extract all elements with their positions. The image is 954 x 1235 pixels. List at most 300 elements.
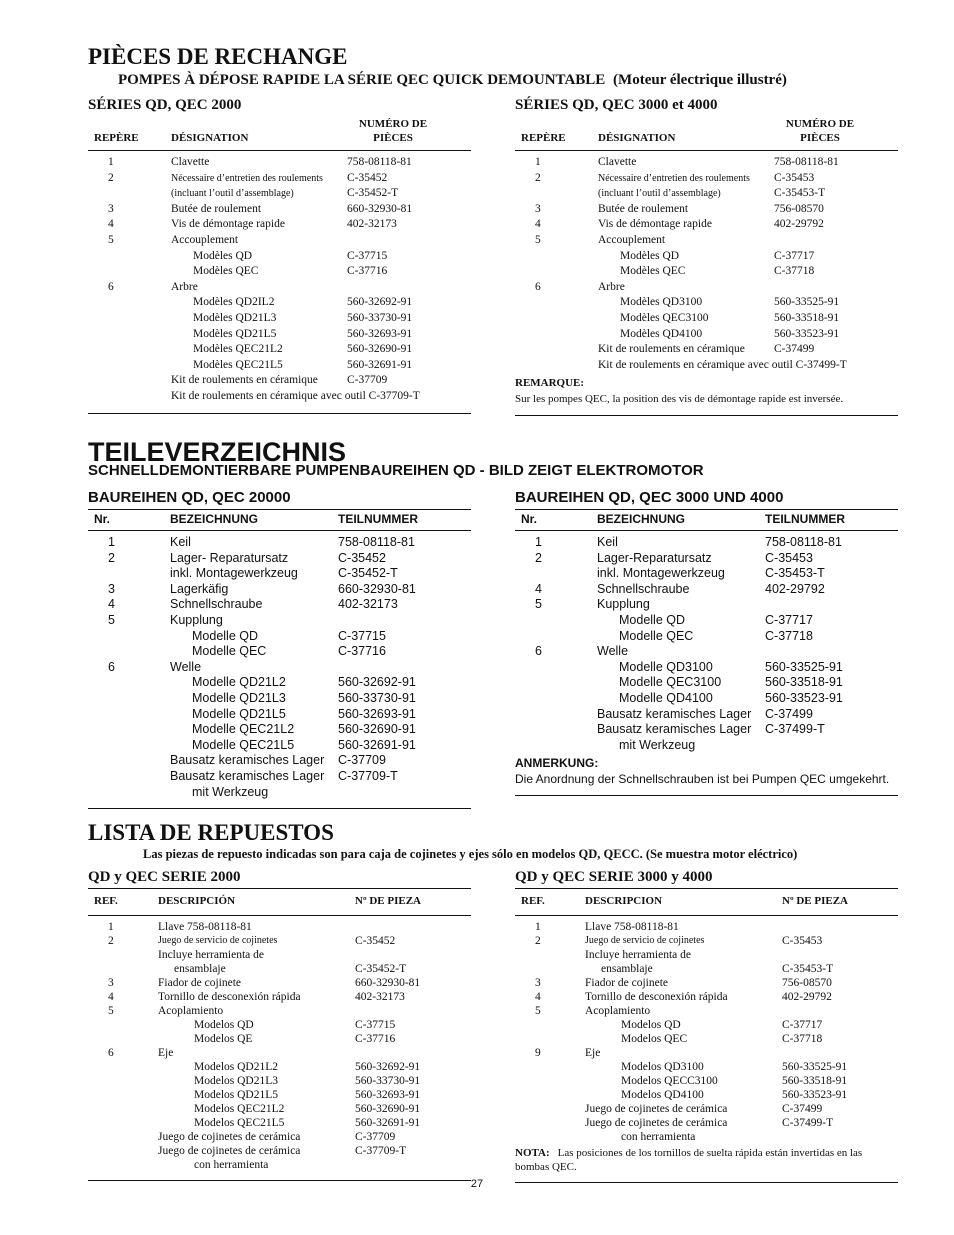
- row-ref: 5: [108, 1005, 114, 1017]
- table-row: [88, 373, 471, 389]
- table-row: [88, 644, 471, 660]
- row-part-number: C-35453: [774, 171, 815, 184]
- table-row: [515, 202, 898, 218]
- table-row: [88, 675, 471, 691]
- row-part-number: 560-32692-91: [355, 1061, 421, 1073]
- table-row: [515, 186, 898, 202]
- row-part-number: 560-33523-91: [765, 690, 843, 705]
- table-row: [515, 948, 898, 962]
- table-row: [88, 597, 471, 613]
- header-desc: DESCRIPCIÓN: [158, 895, 236, 907]
- section-spanish: [88, 820, 900, 1175]
- section-subtitle-de: SCHNELLDEMONTIERBARE PUMPENBAUREIHEN QD - BILD ZEIGT ELEKTROMOTOR: [88, 462, 704, 479]
- row-description: ensamblaje: [601, 963, 653, 975]
- row-description: Keil: [170, 535, 191, 549]
- row-part-number: C-35452-T: [347, 187, 399, 200]
- row-ref: 6: [535, 644, 542, 659]
- table-row: [88, 233, 471, 249]
- row-description: con herramienta: [621, 1131, 696, 1143]
- table-row: [88, 217, 471, 233]
- row-part-number: 402-32173: [355, 991, 405, 1003]
- table-row: [88, 342, 471, 358]
- row-description: Arbre: [171, 280, 198, 293]
- row-part-number: C-35453-T: [774, 187, 826, 200]
- table-row: [88, 920, 471, 934]
- row-description: con herramienta: [194, 1159, 269, 1171]
- row-description: Incluye herramienta de: [158, 949, 264, 961]
- row-description: ensamblaje: [174, 963, 226, 975]
- header-desc: DÉSIGNATION: [598, 132, 676, 144]
- row-part-number: C-35452: [338, 550, 386, 565]
- row-description: Modèles QD: [620, 249, 680, 262]
- row-description: Juego de servicio de cojinetes: [585, 935, 705, 946]
- header-desc: BEZEICHNUNG: [170, 512, 259, 526]
- row-part-number: C-37718: [782, 1033, 823, 1045]
- row-description: (incluant l’outil d’assemblage): [171, 188, 294, 200]
- table-row: [88, 629, 471, 645]
- row-part-number: C-37718: [765, 628, 813, 643]
- row-ref: 6: [535, 280, 541, 293]
- table-title: QD y QEC SERIE 2000: [88, 869, 241, 885]
- table-row: [88, 785, 471, 801]
- table-row: [515, 566, 898, 582]
- row-description: Juego de servicio de cojinetes: [158, 935, 278, 946]
- row-part-number: C-37715: [338, 628, 386, 643]
- table-header: [515, 509, 898, 531]
- row-description: Modèles QD3100: [620, 296, 703, 309]
- table-row: [515, 233, 898, 249]
- header-part-number-2: PIÈCES: [800, 132, 840, 144]
- table-row: [88, 264, 471, 280]
- row-description: Modelos QD21L3: [194, 1075, 279, 1087]
- table-row: [515, 644, 898, 660]
- table-row: [515, 597, 898, 613]
- row-part-number: C-35453-T: [782, 963, 834, 975]
- row-ref: 2: [108, 171, 114, 184]
- row-ref: 5: [535, 1005, 541, 1017]
- row-part-number: C-37499: [765, 706, 813, 721]
- row-part-number: C-35452-T: [355, 963, 407, 975]
- row-ref: 3: [108, 202, 114, 215]
- row-part-number: 660-32930-81: [338, 581, 416, 596]
- row-description: Kupplung: [597, 597, 650, 612]
- table-header: [515, 888, 898, 916]
- note-text: Las posiciones de los tornillos de suelta rápida están invertidas en las bombas QEC.: [515, 1147, 863, 1173]
- subtitle-fr-paren: (Moteur électrique illustré): [613, 72, 787, 88]
- row-ref: 3: [535, 977, 541, 989]
- row-part-number: 560-33518-91: [782, 1075, 848, 1087]
- row-part-number: 560-32690-91: [338, 722, 416, 737]
- row-part-number: 402-29792: [765, 581, 825, 596]
- table-row: [88, 976, 471, 990]
- note-text: Sur les pompes QEC, la position des vis de démontage rapide est inversée.: [515, 393, 844, 406]
- table-fr-right: [515, 96, 898, 416]
- section-subtitle-es: Las piezas de repuesto indicadas son para caja de cojinetes y ejes sólo en modelos QD, QECC. (Se muestra motor eléctrico): [143, 847, 798, 861]
- table-row: [515, 551, 898, 567]
- row-description: Kit de roulements en céramique: [171, 374, 318, 387]
- row-part-number: C-37499: [782, 1103, 823, 1115]
- row-description: Modelle QEC: [619, 628, 694, 643]
- table-row: [88, 1088, 471, 1102]
- row-description: Modelle QEC21L2: [192, 722, 295, 737]
- header-ref: REF.: [521, 895, 545, 907]
- table-row: [88, 389, 471, 405]
- row-description: inkl. Montagewerkzeug: [170, 566, 298, 581]
- table-row: [515, 171, 898, 187]
- row-part-number: C-37718: [774, 265, 815, 278]
- row-part-number: C-37709-T: [338, 768, 398, 783]
- row-description: Modèles QD4100: [620, 327, 703, 340]
- row-description: Lagerkäfig: [170, 581, 229, 596]
- row-ref: 3: [108, 977, 114, 989]
- row-part-number: 560-33523-91: [782, 1089, 848, 1101]
- table-bottom-rule: [515, 795, 898, 796]
- table-row: [88, 722, 471, 738]
- row-part-number: C-35453-T: [765, 566, 825, 581]
- table-rows: [515, 531, 898, 753]
- table-rows: [515, 151, 898, 373]
- table-title: BAUREIHEN QD, QEC 20000: [88, 489, 291, 506]
- row-description: Kit de roulements en céramique: [598, 343, 745, 356]
- row-ref: 6: [108, 1047, 114, 1059]
- row-description: Welle: [170, 659, 202, 674]
- row-ref: 6: [108, 659, 115, 674]
- table-title: QD y QEC SERIE 3000 y 4000: [515, 869, 713, 885]
- row-description: Modèles QEC: [193, 265, 259, 278]
- table-row: [88, 186, 471, 202]
- table-row: [88, 769, 471, 785]
- table-header: [88, 509, 471, 531]
- table-row: [88, 535, 471, 551]
- row-part-number: 560-32690-91: [347, 343, 413, 356]
- header-part-number: TEILNUMMER: [765, 512, 845, 526]
- table-es-right: [515, 868, 898, 1183]
- table-header: [88, 888, 471, 916]
- row-description: Bausatz keramisches Lager: [170, 753, 325, 768]
- row-description: Modelle QD21L2: [192, 675, 286, 690]
- row-description: Modelle QEC3100: [619, 675, 722, 690]
- row-description: Arbre: [598, 280, 625, 293]
- page-number: 27: [470, 1178, 484, 1190]
- row-part-number: 756-08570: [782, 977, 832, 989]
- row-part-number: 560-32691-91: [355, 1117, 421, 1129]
- row-part-number: C-35452-T: [338, 566, 398, 581]
- row-part-number: 560-33525-91: [782, 1061, 848, 1073]
- section-subtitle-fr: [118, 71, 787, 89]
- row-part-number: C-37715: [355, 1019, 396, 1031]
- row-ref: 3: [108, 581, 115, 596]
- row-description: Modèles QD21L3: [193, 311, 277, 324]
- table-rows: [515, 916, 898, 1144]
- row-part-number: C-37717: [774, 249, 815, 262]
- section-french: [88, 44, 900, 424]
- table-row: [88, 1130, 471, 1144]
- section-title-es: LISTA DE REPUESTOS: [88, 820, 334, 845]
- row-description: Incluye herramienta de: [585, 949, 691, 961]
- table-row: [88, 990, 471, 1004]
- table-es-left: [88, 868, 471, 1181]
- table-row: [515, 1032, 898, 1046]
- table-note: [515, 375, 898, 407]
- table-row: [88, 1060, 471, 1074]
- row-part-number: 758-08118-81: [774, 156, 839, 168]
- row-ref: 2: [108, 935, 114, 947]
- header-ref: Nr.: [521, 512, 538, 526]
- table-row: [515, 311, 898, 327]
- row-ref: 1: [535, 535, 542, 549]
- table-title: SÉRIES QD, QEC 3000 et 4000: [515, 97, 718, 113]
- row-part-number: 560-33523-91: [774, 327, 840, 340]
- table-row: [515, 707, 898, 723]
- table-row: [515, 217, 898, 233]
- row-part-number: 560-32690-91: [355, 1103, 421, 1115]
- row-part-number: 758-08118-81: [765, 535, 842, 549]
- note-label: NOTA:: [515, 1147, 550, 1159]
- row-description: Modelos QD: [194, 1019, 254, 1031]
- table-row: [88, 962, 471, 976]
- row-part-number: 402-29792: [774, 218, 824, 231]
- row-ref: 2: [535, 171, 541, 184]
- table-row: [88, 934, 471, 948]
- table-row: [515, 920, 898, 934]
- row-description: Keil: [597, 535, 618, 549]
- row-description: Modelle QEC21L5: [192, 737, 295, 752]
- header-ref: REPÈRE: [94, 132, 139, 144]
- row-part-number: 402-29792: [782, 991, 832, 1003]
- row-description: Acoplamiento: [158, 1005, 224, 1017]
- row-ref: 4: [535, 581, 542, 596]
- header-ref: Nr.: [94, 512, 111, 526]
- table-row: [88, 1032, 471, 1046]
- row-description: Nécessaire d’entretien des roulements: [171, 172, 323, 184]
- row-description: Modelle QD21L5: [192, 706, 286, 721]
- table-de-left: [88, 489, 471, 809]
- row-description: Llave 758-08118-81: [158, 921, 252, 933]
- header-desc: DESCRIPCION: [585, 895, 663, 907]
- note-label: ANMERKUNG:: [515, 756, 599, 771]
- row-part-number: 560-33518-91: [765, 675, 843, 690]
- row-ref: 1: [108, 535, 115, 549]
- row-description: Modelos QEC: [621, 1033, 688, 1045]
- row-description: Vis de démontage rapide: [171, 218, 285, 231]
- row-part-number: 758-08118-81: [338, 535, 415, 549]
- table-row: [515, 1060, 898, 1074]
- table-row: [515, 1046, 898, 1060]
- row-ref: 4: [108, 218, 114, 231]
- row-part-number: C-37717: [782, 1019, 823, 1031]
- row-description: Modelos QD4100: [621, 1089, 704, 1101]
- table-header: [515, 116, 898, 151]
- row-description: Juego de cojinetes de cerámica: [158, 1145, 301, 1157]
- row-description: Eje: [585, 1047, 601, 1059]
- row-description: Modelle QD: [619, 612, 685, 627]
- row-part-number: C-37499-T: [782, 1117, 834, 1129]
- row-ref: 5: [535, 597, 542, 612]
- row-description: Modelle QD21L3: [192, 690, 286, 705]
- row-part-number: 560-32693-91: [338, 706, 416, 721]
- table-title: BAUREIHEN QD, QEC 3000 UND 4000: [515, 489, 784, 506]
- table-row: [88, 613, 471, 629]
- row-description: Lager- Reparatursatz: [170, 550, 289, 565]
- table-row: [88, 327, 471, 343]
- table-row: [88, 582, 471, 598]
- row-part-number: 560-33525-91: [774, 296, 840, 309]
- table-header: [88, 116, 471, 151]
- table-row: [88, 738, 471, 754]
- row-description: Clavette: [598, 156, 637, 168]
- table-title: SÉRIES QD, QEC 2000: [88, 97, 242, 113]
- row-description: Modelos QEC21L5: [194, 1117, 285, 1129]
- table-row: [515, 249, 898, 265]
- table-bottom-rule: [515, 415, 898, 416]
- row-part-number: C-37716: [355, 1033, 396, 1045]
- row-description: Eje: [158, 1047, 174, 1059]
- row-ref: 2: [108, 550, 115, 565]
- row-part-number: 756-08570: [774, 202, 824, 215]
- row-ref: 4: [108, 597, 115, 612]
- row-description: Kit de roulements en céramique avec outil C-37709-T: [171, 389, 420, 402]
- table-row: [515, 264, 898, 280]
- row-description: Modèles QD: [193, 249, 253, 262]
- row-ref: 2: [535, 935, 541, 947]
- header-part-number-2: PIÈCES: [373, 132, 413, 144]
- row-description: Modelos QD: [621, 1019, 681, 1031]
- row-part-number: 560-32693-91: [355, 1089, 421, 1101]
- row-description: Modelos QD21L5: [194, 1089, 279, 1101]
- table-row: [88, 753, 471, 769]
- row-part-number: 560-33518-91: [774, 311, 840, 324]
- row-description: Modelle QD3100: [619, 659, 713, 674]
- row-description: mit Werkzeug: [619, 737, 696, 752]
- row-description: Modelos QECC3100: [621, 1075, 718, 1087]
- row-part-number: 560-32691-91: [338, 737, 416, 752]
- table-row: [88, 295, 471, 311]
- row-description: Modèles QEC21L2: [193, 343, 283, 356]
- table-row: [88, 1018, 471, 1032]
- table-row: [515, 675, 898, 691]
- table-row: [515, 1004, 898, 1018]
- table-row: [515, 280, 898, 296]
- table-row: [515, 691, 898, 707]
- row-description: Bausatz keramisches Lager: [597, 722, 752, 737]
- table-row: [88, 948, 471, 962]
- row-part-number: C-37715: [347, 249, 388, 262]
- row-description: Lager-Reparatursatz: [597, 550, 712, 565]
- header-ref: REF.: [94, 895, 118, 907]
- table-row: [88, 691, 471, 707]
- table-fr-left: [88, 96, 471, 414]
- table-row: [515, 1130, 898, 1144]
- row-part-number: C-37716: [338, 644, 386, 659]
- table-row: [515, 342, 898, 358]
- row-description: Llave 758-08118-81: [585, 921, 679, 933]
- table-bottom-rule: [88, 808, 471, 809]
- row-description: Fiador de cojinete: [158, 977, 242, 989]
- row-part-number: 560-32693-91: [347, 327, 413, 340]
- row-description: mit Werkzeug: [192, 784, 269, 799]
- row-ref: 5: [108, 233, 114, 246]
- row-ref: 1: [535, 921, 541, 933]
- row-part-number: C-35453: [765, 550, 813, 565]
- row-description: Modèles QD21L5: [193, 327, 277, 340]
- row-ref: 9: [535, 1047, 541, 1059]
- row-description: Accouplement: [598, 233, 666, 246]
- table-row: [515, 327, 898, 343]
- row-part-number: C-37709-T: [355, 1145, 407, 1157]
- table-row: [515, 582, 898, 598]
- table-row: [88, 249, 471, 265]
- header-part-number-1: NUMÉRO DE: [785, 118, 855, 130]
- table-row: [515, 990, 898, 1004]
- row-description: Vis de démontage rapide: [598, 218, 712, 231]
- row-part-number: 560-32691-91: [347, 358, 413, 371]
- table-rows: [88, 151, 471, 405]
- row-part-number: C-37709: [355, 1131, 396, 1143]
- table-row: [515, 155, 898, 171]
- row-part-number: 660-32930-81: [347, 202, 413, 215]
- header-part-number: Nº DE PIEZA: [782, 895, 848, 907]
- row-description: Modelos QD21L2: [194, 1061, 279, 1073]
- table-row: [515, 1018, 898, 1032]
- row-ref: 1: [108, 156, 114, 168]
- row-part-number: 560-33730-91: [347, 311, 413, 324]
- row-description: Bausatz keramisches Lager: [597, 706, 752, 721]
- row-description: Butée de roulement: [598, 202, 689, 215]
- row-description: Tornillo de desconexión rápida: [158, 991, 301, 1003]
- row-part-number: C-35452: [355, 935, 396, 947]
- row-part-number: C-35452: [347, 171, 388, 184]
- row-description: Fiador de cojinete: [585, 977, 669, 989]
- row-ref: 5: [535, 233, 541, 246]
- row-description: Welle: [597, 644, 629, 659]
- row-part-number: C-37499: [774, 343, 815, 356]
- row-description: Juego de cojinetes de cerámica: [585, 1103, 728, 1115]
- table-row: [88, 566, 471, 582]
- table-row: [515, 976, 898, 990]
- row-part-number: C-37709: [347, 374, 388, 387]
- section-title-fr: PIÈCES DE RECHANGE: [88, 44, 348, 69]
- row-description: Schnellschraube: [597, 581, 690, 596]
- note-label: REMARQUE:: [515, 377, 585, 390]
- row-description: Tornillo de desconexión rápida: [585, 991, 728, 1003]
- row-part-number: 758-08118-81: [347, 156, 412, 168]
- table-bottom-rule: [88, 413, 471, 414]
- table-row: [515, 613, 898, 629]
- row-part-number: 402-32173: [338, 597, 398, 612]
- row-description: Modelle QD: [192, 628, 258, 643]
- row-ref: 4: [108, 991, 114, 1003]
- table-row: [88, 1004, 471, 1018]
- table-row: [88, 155, 471, 171]
- row-part-number: C-37716: [347, 265, 388, 278]
- row-description: Accouplement: [171, 233, 239, 246]
- table-row: [88, 280, 471, 296]
- row-part-number: 560-33730-91: [338, 690, 416, 705]
- table-note: [515, 1146, 898, 1174]
- header-ref: REPÈRE: [521, 132, 566, 144]
- table-row: [515, 934, 898, 948]
- row-part-number: 660-32930-81: [355, 977, 421, 989]
- table-rows: [88, 531, 471, 800]
- row-part-number: 402-32173: [347, 218, 397, 231]
- table-row: [88, 311, 471, 327]
- table-row: [515, 660, 898, 676]
- table-row: [515, 629, 898, 645]
- row-description: Modèles QEC21L5: [193, 358, 283, 371]
- table-de-right: [515, 489, 898, 796]
- row-ref: 5: [108, 612, 115, 627]
- row-ref: 1: [535, 156, 541, 168]
